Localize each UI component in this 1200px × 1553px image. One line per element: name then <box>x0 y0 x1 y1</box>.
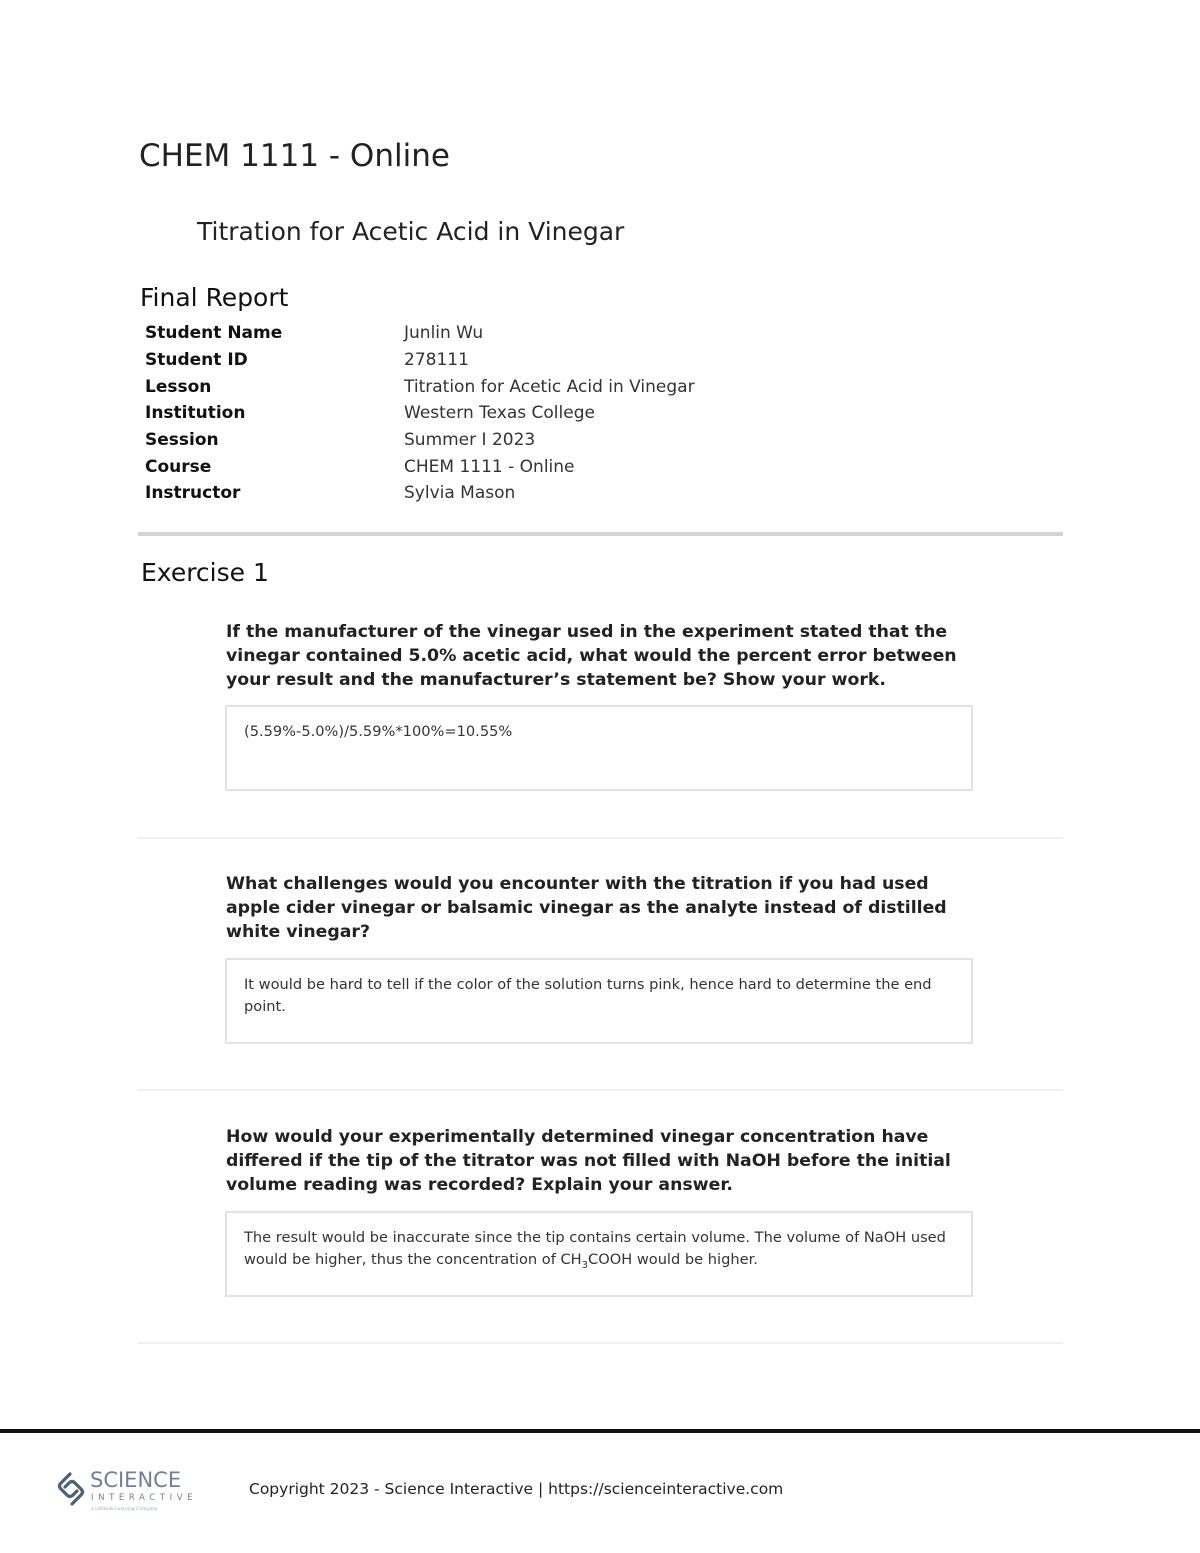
info-value: Summer I 2023 <box>404 430 536 451</box>
info-label: Student Name <box>145 323 283 344</box>
info-value: Titration for Acetic Acid in Vinegar <box>404 376 695 397</box>
science-interactive-logo <box>56 1466 216 1516</box>
info-value: Western Texas College <box>404 403 595 424</box>
info-row <box>145 400 695 427</box>
info-label: Student ID <box>145 350 248 371</box>
course-title: CHEM 1111 - Online <box>139 138 450 174</box>
answer-box-2[interactable] <box>225 958 973 1044</box>
question-divider <box>138 1089 1063 1091</box>
question-1: If the manufacturer of the vinegar used in the experiment stated that the vinegar contained 5.0% acetic acid, what would the percent error between your result and the manufacturer’s statement be? Show your work. <box>226 622 957 690</box>
answer-subscript: 3 <box>581 1259 589 1271</box>
section-divider <box>138 532 1063 536</box>
info-label: Institution <box>145 403 246 424</box>
info-value: 278111 <box>404 350 469 371</box>
answer-box-3[interactable] <box>225 1211 973 1297</box>
info-label: Instructor <box>145 483 241 504</box>
question-divider <box>138 837 1063 839</box>
info-label: Session <box>145 430 219 451</box>
exercise-title: Exercise 1 <box>141 558 269 587</box>
info-row <box>145 453 695 480</box>
info-row <box>145 347 695 374</box>
answer-text-2: It would be hard to tell if the color of the solution turns pink, hence hard to determine the end point. <box>244 976 932 1015</box>
answer-text-3-part2: COOH would be higher. <box>588 1251 758 1268</box>
logo-tagline: a Latitude Learning Company <box>91 1507 158 1512</box>
report-title: Final Report <box>140 283 289 312</box>
lab-title: Titration for Acetic Acid in Vinegar <box>197 217 625 246</box>
question-divider <box>138 1342 1063 1344</box>
question-2: What challenges would you encounter with the titration if you had used apple cider vinegar or balsamic vinegar as the analyte instead of distilled white vinegar? <box>226 874 947 942</box>
info-value: CHEM 1111 - Online <box>404 456 575 477</box>
answer-box-1[interactable] <box>225 705 973 791</box>
info-value: Junlin Wu <box>404 323 484 344</box>
question-3: How would your experimentally determined vinegar concentration have differed if the tip of the titrator was not filled with NaOH before the initial volume reading was recorded? Explain your answer. <box>226 1127 951 1195</box>
info-row <box>145 427 695 454</box>
info-row <box>145 480 695 507</box>
info-row <box>145 320 695 347</box>
copyright-text: Copyright 2023 - Science Interactive | https://scienceinteractive.com <box>249 1480 784 1498</box>
info-value: Sylvia Mason <box>404 483 516 504</box>
info-row <box>145 373 695 400</box>
answer-text-3-part1: The result would be inaccurate since the tip contains certain volume. The volume of NaOH used would be higher, thus the concentration of CH <box>244 1229 946 1268</box>
info-label: Course <box>145 456 212 477</box>
logo-word-science: SCIENCE <box>90 1468 182 1492</box>
answer-text-1: (5.59%-5.0%)/5.59%*100%=10.55% <box>244 723 513 740</box>
footer-rule <box>0 1429 1200 1433</box>
answer-text-3 <box>244 1229 946 1271</box>
logo-word-interactive: INTERACTIVE <box>91 1493 198 1503</box>
student-info-table <box>145 320 695 507</box>
info-label: Lesson <box>145 376 212 397</box>
